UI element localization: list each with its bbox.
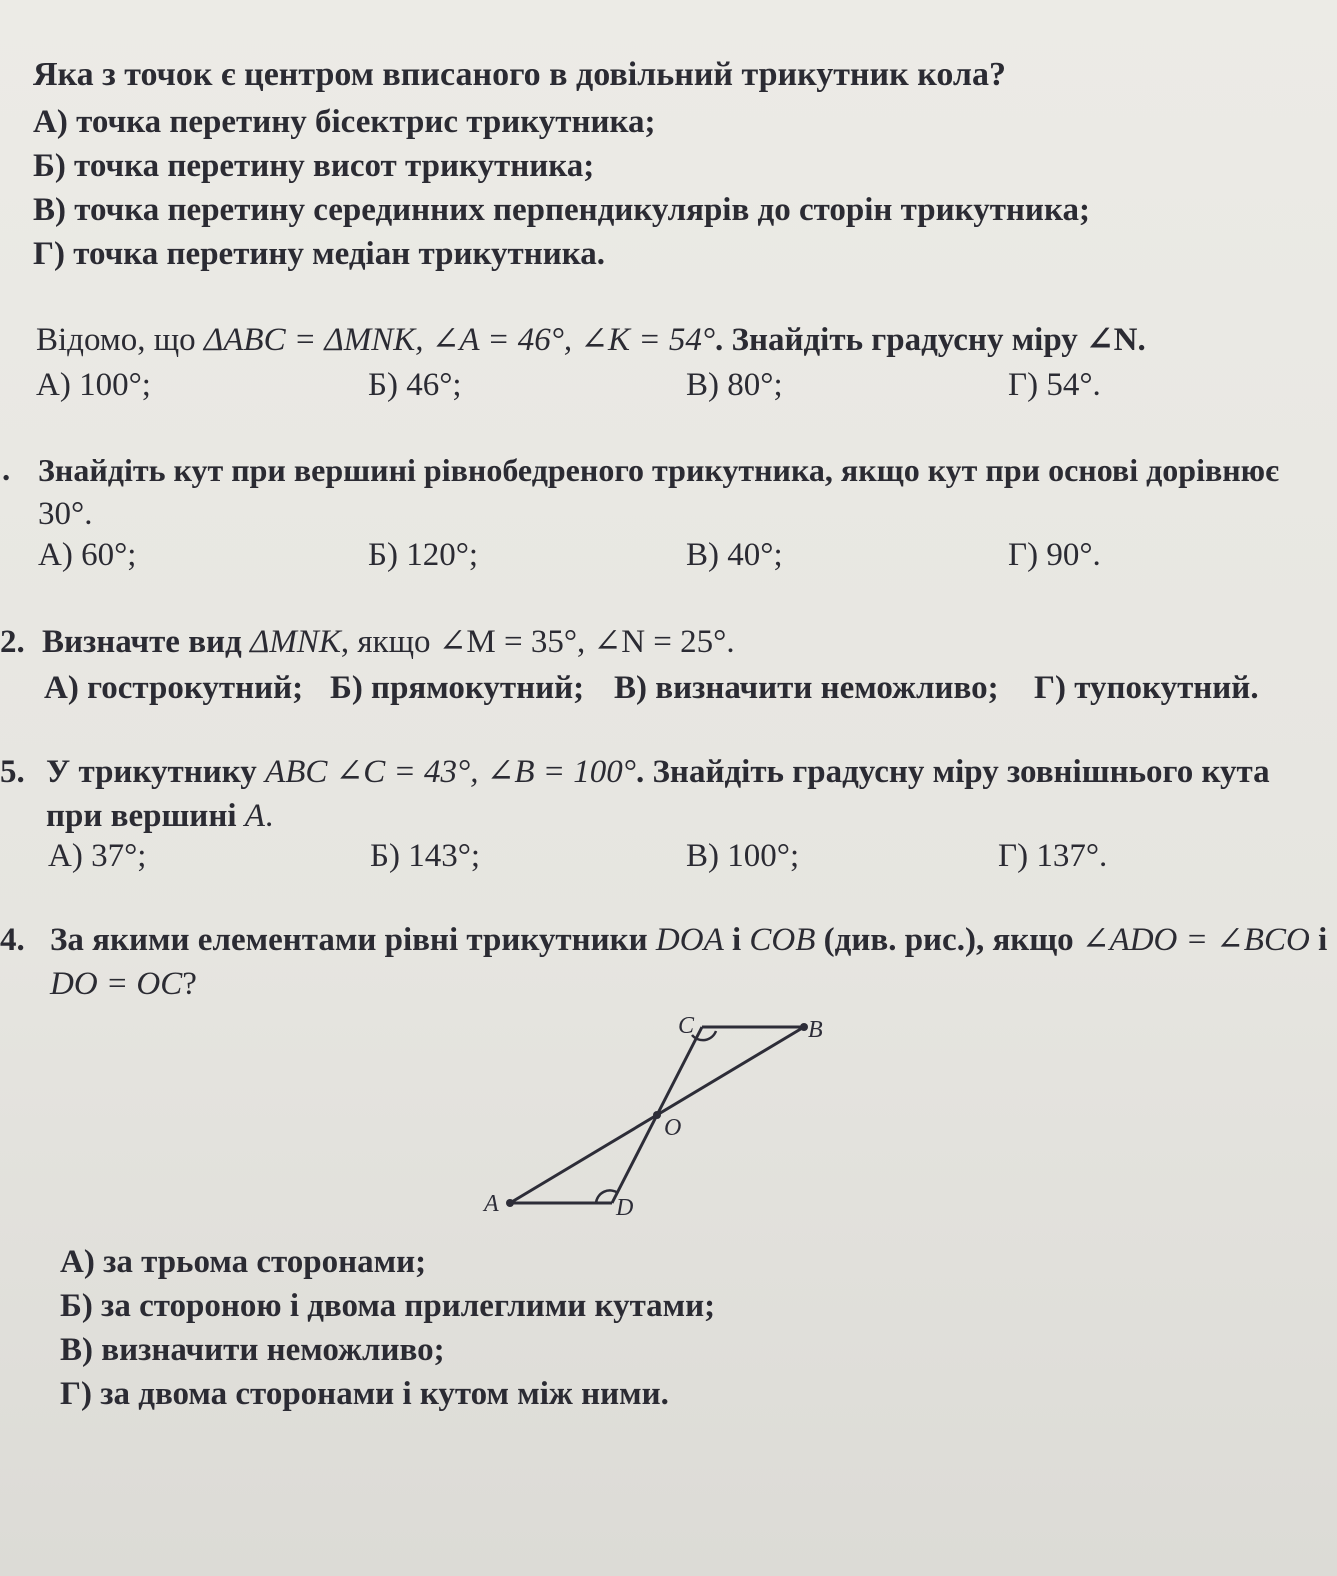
q6-after: (див. рис.), якщо bbox=[815, 922, 1082, 958]
q6-number: 4. bbox=[0, 922, 25, 958]
q4-triangle: ΔMNK bbox=[249, 624, 341, 660]
q5-prefix: У трикутнику bbox=[46, 754, 266, 790]
q6-triangle-2: COB bbox=[749, 922, 816, 958]
label-o: O bbox=[664, 1115, 682, 1141]
q2-formula: ΔABC = ΔMNK, ∠A = 46°, ∠K = 54° bbox=[203, 322, 716, 358]
q1-option-c: В) точка перетину серединних перпендикулярів до сторін трикутника; bbox=[33, 192, 1090, 228]
q6-question-line1 bbox=[50, 920, 1327, 960]
q5-line2-var: A bbox=[244, 798, 265, 834]
q5-option-b: Б) 143°; bbox=[370, 838, 481, 874]
point-o bbox=[653, 1111, 661, 1119]
q3-option-b: Б) 120°; bbox=[368, 537, 479, 573]
q3-number: . bbox=[2, 452, 11, 488]
q5-suffix: . Знайдіть градусну міру зовнішнього кута bbox=[636, 754, 1270, 790]
q3-question-line2: 30°. bbox=[38, 496, 93, 532]
q5-line2-prefix: при вершині bbox=[46, 798, 245, 834]
q5-option-d: Г) 137°. bbox=[998, 838, 1108, 874]
q4-number: 2. bbox=[0, 624, 25, 660]
q4-option-a: А) гострокутний; bbox=[44, 670, 304, 706]
point-b bbox=[800, 1023, 808, 1031]
triangles-figure bbox=[470, 1005, 850, 1225]
q3-question-line1: Знайдіть кут при вершині рівнобедреного трикутника, якщо кут при основі дорівнює bbox=[38, 452, 1279, 488]
label-a: A bbox=[484, 1191, 499, 1217]
label-d: D bbox=[616, 1195, 634, 1221]
q2-question bbox=[36, 320, 1146, 360]
label-c: C bbox=[678, 1013, 695, 1039]
q5-number: 5. bbox=[0, 754, 25, 790]
q4-prefix: Визначте вид bbox=[42, 624, 250, 660]
q1-option-d: Г) точка перетину медіан трикутника. bbox=[33, 236, 606, 272]
q4-suffix: , якщо ∠M = 35°, ∠N = 25°. bbox=[340, 624, 735, 660]
q4-question bbox=[42, 622, 735, 662]
q2-option-b: Б) 46°; bbox=[368, 367, 462, 403]
point-a bbox=[506, 1199, 514, 1207]
q4-option-d: Г) тупокутний. bbox=[1034, 670, 1259, 706]
q2-suffix: . Знайдіть градусну міру ∠N. bbox=[715, 322, 1146, 358]
q6-option-c: В) визначити неможливо; bbox=[60, 1332, 445, 1368]
q5-question-line1 bbox=[46, 752, 1270, 792]
q6-triangle-1: DOA bbox=[655, 922, 724, 958]
q2-option-a: А) 100°; bbox=[36, 367, 151, 403]
q5-line2-end: . bbox=[264, 798, 274, 834]
q1-question: Яка з точок є центром вписаного в довільний трикутник кола? bbox=[33, 56, 1006, 93]
q6-mid: і bbox=[723, 922, 750, 958]
q2-option-d: Г) 54°. bbox=[1008, 367, 1101, 403]
q6-option-d: Г) за двома сторонами і кутом між ними. bbox=[60, 1376, 669, 1412]
q6-condition-2: DO = OC bbox=[50, 966, 183, 1002]
q1-option-a: А) точка перетину бісектрис трикутника; bbox=[33, 104, 656, 140]
q6-prefix: За якими елементами рівні трикутники bbox=[50, 922, 656, 958]
q2-prefix: Відомо, що bbox=[36, 322, 204, 358]
q6-option-a: А) за трьома сторонами; bbox=[60, 1244, 427, 1280]
q5-question-line2 bbox=[46, 796, 273, 836]
q5-option-c: В) 100°; bbox=[686, 838, 800, 874]
q6-option-b: Б) за стороною і двома прилеглими кутами; bbox=[60, 1288, 716, 1324]
angle-bco-arc bbox=[692, 1031, 716, 1040]
q5-option-a: А) 37°; bbox=[48, 838, 147, 874]
q5-formula: ABC ∠C = 43°, ∠B = 100° bbox=[265, 754, 637, 790]
q6-qmark: ? bbox=[182, 966, 197, 1002]
q6-condition-1: ∠ADO = ∠BCO bbox=[1081, 922, 1310, 958]
label-b: B bbox=[808, 1017, 823, 1043]
q6-question-line2 bbox=[50, 964, 197, 1004]
q3-option-a: А) 60°; bbox=[38, 537, 137, 573]
q4-option-c: В) визначити неможливо; bbox=[614, 670, 999, 706]
q1-option-b: Б) точка перетину висот трикутника; bbox=[33, 148, 595, 184]
q3-option-d: Г) 90°. bbox=[1008, 537, 1101, 573]
q6-and: і bbox=[1309, 922, 1328, 958]
q2-option-c: В) 80°; bbox=[686, 367, 783, 403]
q3-option-c: В) 40°; bbox=[686, 537, 783, 573]
q4-option-b: Б) прямокутний; bbox=[330, 670, 585, 706]
